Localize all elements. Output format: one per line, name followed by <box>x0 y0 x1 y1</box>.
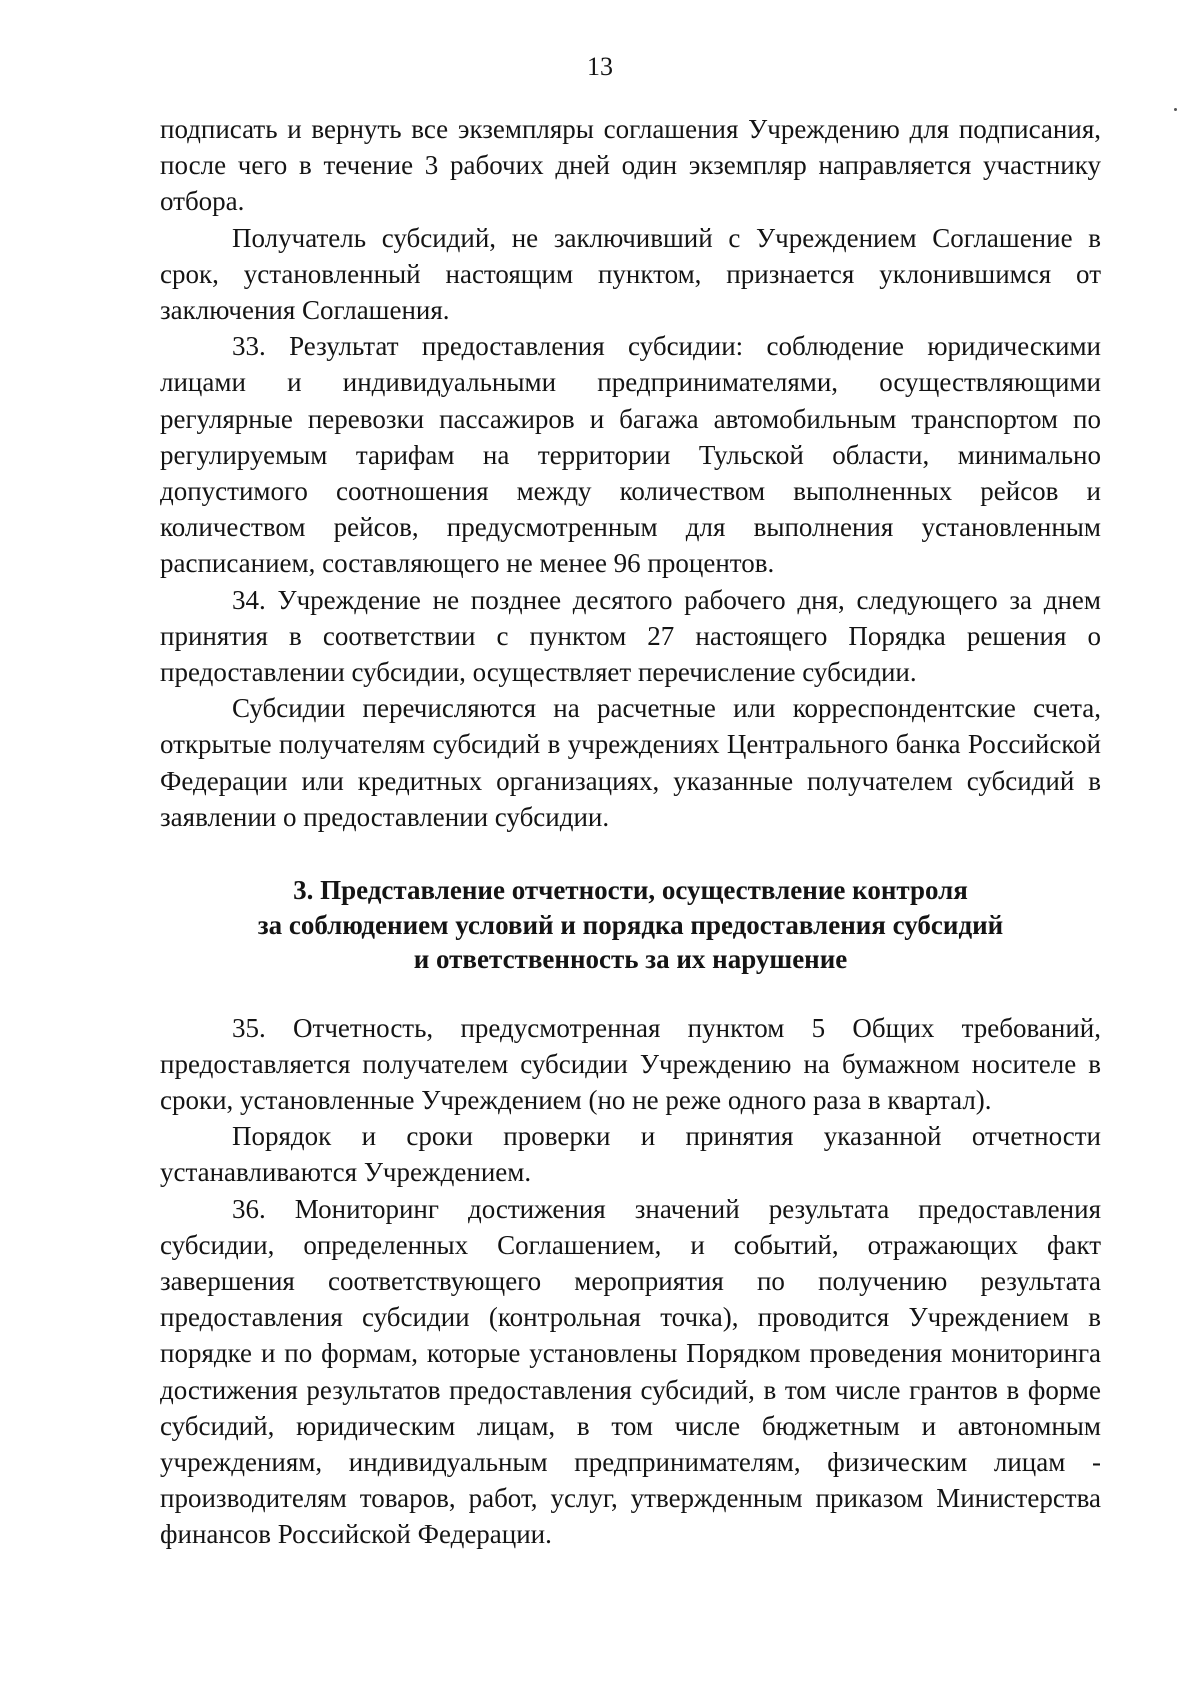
scan-speck <box>1174 108 1177 111</box>
section-heading-line-2: за соблюдением условий и порядка предоставления субсидий <box>257 909 1004 940</box>
paragraph-continuation: подписать и вернуть все экземпляры соглашения Учреждению для подписания, после чего в течение 3 рабочих дней один экземпляр направляется участнику отбора. <box>160 114 1101 217</box>
paragraph-transfer-accounts: Субсидии перечисляются на расчетные или корреспондентские счета, открытые получателям субсидий в учреждениях Центрального банка Российской Федерации или кредитных организациях, указанные получателем субсидий в заявлении о предоставлении субсидии. <box>160 693 1101 832</box>
page-number: 13 <box>587 52 613 81</box>
paragraph-item-34: 34. Учреждение не позднее десятого рабочего дня, следующего за днем принятия в соответствии с пунктом 27 настоящего Порядка решения о предоставлении субсидии, осуществляет перечисление субсидии. <box>160 584 1101 688</box>
paragraph-evasion-clause: Получатель субсидий, не заключивший с Учреждением Соглашение в срок, установленный настоящим пунктом, признается уклонившимся от заключения Соглашения. <box>160 222 1101 326</box>
document-body <box>160 111 1101 1553</box>
paragraph-item-33: 33. Результат предоставления субсидии: соблюдение юридическими лицами и индивидуальными предпринимателями, осуществляющими регулярные перевозки пассажиров и багажа автомобильным транспортом по регулируемым тарифам на территории Тульской области, минимально допустимого соотношения между количеством выполненных рейсов и количеством рейсов, предусмотренным для выполнения установленным расписанием, составляющего не менее 96 процентов. <box>160 331 1101 579</box>
paragraph-item-35: 35. Отчетность, предусмотренная пунктом 5 Общих требований, предоставляется получателем субсидии Учреждению на бумажном носителе в сроки, установленные Учреждением (но не реже одного раза в квартал). <box>160 1012 1101 1115</box>
section-heading <box>160 873 1101 977</box>
paragraph-report-verification: Порядок и сроки проверки и принятия указанной отчетности устанавливаются Учреждением. <box>160 1121 1101 1188</box>
section-heading-line-1: 3. Представление отчетности, осуществление контроля <box>293 875 968 906</box>
section-heading-line-3: и ответственность за их нарушение <box>413 944 848 975</box>
paragraph-item-36: 36. Мониторинг достижения значений результата предоставления субсидии, определенных Соглашением, и событий, отражающих факт завершения соответствующего мероприятия по получению результата предоставления субсидии (контрольная точка), проводится Учреждением в порядке и по формам, которые установлены Порядком проведения мониторинга достижения результатов предоставления субсидий, в том числе грантов в форме субсидий, юридическим лицам, в том числе бюджетным и автономным учреждениям, индивидуальным предпринимателям, физическим лицам - производителям товаров, работ, услуг, утвержденным приказом Министерства финансов Российской Федерации. <box>160 1193 1101 1550</box>
